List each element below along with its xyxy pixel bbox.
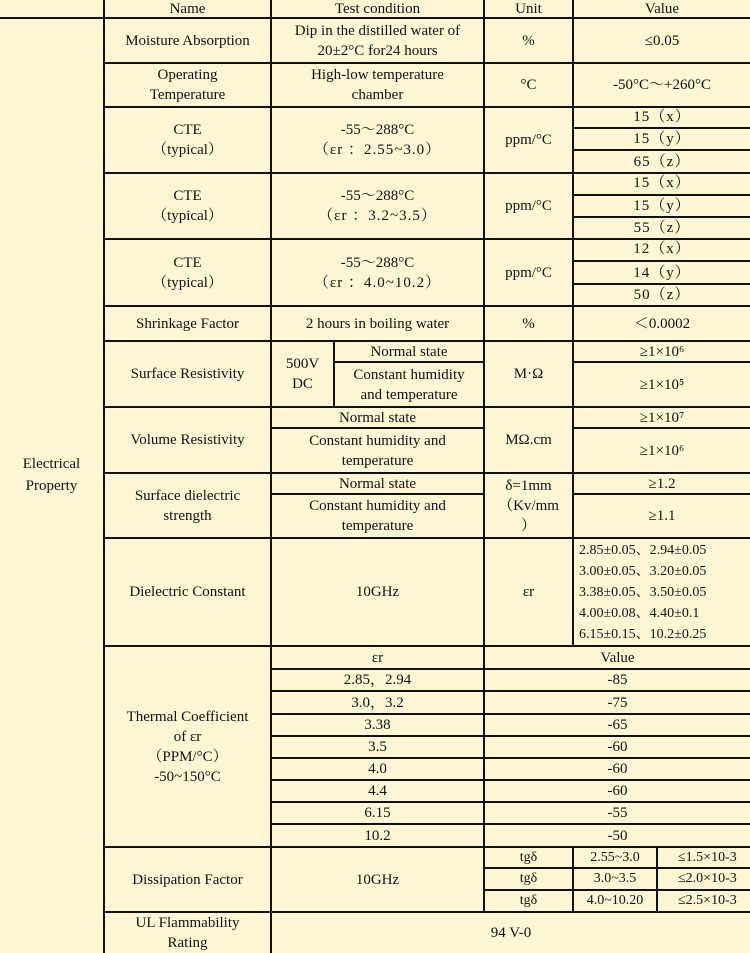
humid-line: and temperature [360,386,458,403]
cte-name-line: （typical） [152,208,223,224]
thermal-value: -85 [607,672,628,688]
surface-resistivity-voltage [272,342,333,406]
thermal-col-value: Value [600,649,635,666]
cte-value-x: 15（x） [633,175,691,191]
surface-dielectric-unit [485,474,572,537]
unit-line: ） [520,517,536,534]
surface-resistivity-value-2: ≥1×10⁵ [639,376,685,393]
cte-cond-line: （εr ：2.55~3.0） [313,142,442,158]
dissipation-unit: tgδ [519,893,538,908]
surface-resistivity-name: Surface Resistivity [130,366,245,382]
cte-name-line: CTE [173,188,202,204]
moisture-unit: % [522,32,535,49]
dissipation-unit: tgδ [519,871,538,886]
header-unit: Unit [515,0,542,17]
operating-unit: °C [520,77,537,93]
dielectric-value-line: 2.85±0.05、2.94±0.05 [579,542,707,558]
dissipation-condition: 10GHz [355,871,400,888]
cte-name-line: （typical） [152,274,223,291]
cte-value-y: 15（y） [633,131,691,147]
thermal-er: 4.0 [368,761,387,777]
cte-value-z: 50（z） [633,287,691,303]
voltage-line: 500V [285,356,320,372]
humid-line: Constant humidity and [309,498,446,514]
cte-value-z: 65（z） [633,153,691,170]
dielectric-constant-name: Dielectric Constant [129,584,246,600]
thermal-name-line: -50~150°C [154,768,221,785]
cte-name [105,240,270,305]
humid-line: Constant humidity [353,366,465,383]
surface-dielectric-normal: Normal state [338,475,417,492]
surface-resistivity-humid [335,363,483,406]
surface-resistivity-unit: M·Ω [513,366,544,382]
surface-resistivity-value-1: ≥1×10⁶ [639,343,685,360]
volume-resistivity-normal: Normal state [338,409,417,426]
dissipation-range: 3.0~3.5 [593,871,637,886]
dissipation-range: 2.55~3.0 [590,849,640,865]
dissipation-value: ≤2.5×10-3 [678,893,737,908]
operating-name-line: Temperature [149,87,226,103]
cte-unit: ppm/°C [505,198,552,214]
ul-name-line: Rating [167,935,208,951]
surface-resistivity-normal: Normal state [370,343,448,360]
cte-name [105,108,270,172]
cte-value-z: 55（z） [633,220,691,236]
shrinkage-unit: % [522,315,535,332]
moisture-name: Moisture Absorption [125,32,250,49]
unit-line: （Kv/mm [498,497,559,514]
dielectric-value-line: 6.15±0.15、10.2±0.25 [579,626,707,642]
cte-condition [272,174,483,238]
dissipation-unit: tgδ [519,849,538,865]
cte-condition [272,108,483,172]
cte-name-line: CTE [173,122,202,138]
thermal-value: -60 [607,739,628,755]
moisture-value: ≤0.05 [644,32,680,49]
humid-line: Constant humidity and [309,432,446,449]
thermal-er: 2.85，2.94 [343,672,412,688]
surface-dielectric-humid [272,495,483,537]
cte-value-y: 14（y） [633,264,691,281]
thermal-er: 6.15 [364,805,391,821]
thermal-er: 4.4 [368,783,387,799]
cte-value-x: 15（x） [633,108,691,125]
operating-cond-line: chamber [351,87,404,103]
unit-line: δ=1mm [505,477,552,494]
thermal-name-line: （PPM/°C） [147,748,228,765]
category-text: Electrical Property [22,456,81,494]
humid-line: temperature [341,518,414,534]
thermal-col-er: εr [371,649,384,666]
dielectric-value-line: 3.38±0.05、3.50±0.05 [579,584,707,600]
surface-dielectric-name [105,474,270,537]
category-label [0,445,103,505]
cte-cond-line: （εr ：3.2~3.5） [318,208,437,224]
operating-cond-line: High-low temperature [311,67,444,83]
dielectric-constant-values [574,539,750,645]
voltage-line: DC [292,376,313,392]
operating-value: -50°C～+260°C [613,77,711,93]
dissipation-range: 4.0~10.20 [586,893,644,908]
moisture-condition [272,19,483,62]
moisture-cond-line: 20±2°C for24 hours [317,42,438,59]
cte-cond-line: -55～288°C [340,188,415,204]
operating-name [105,64,270,106]
surface-dielectric-name-line: strength [163,507,212,524]
cte-cond-line: -55～288°C [340,254,415,271]
operating-condition [272,64,483,106]
cte-value-y: 15（y） [633,198,691,214]
dissipation-value: ≤1.5×10-3 [678,849,737,865]
shrinkage-value: ＜0.0002 [633,315,691,332]
thermal-name-line: of εr [173,728,202,745]
volume-resistivity-humid [272,429,483,472]
cte-name-line: （typical） [152,142,223,158]
dissipation-name: Dissipation Factor [132,871,243,888]
ul-flammability-name [105,913,270,953]
volume-resistivity-unit: MΩ.cm [505,432,552,448]
thermal-er: 3.5 [368,739,387,755]
shrinkage-condition: 2 hours in boiling water [305,315,450,332]
volume-resistivity-name: Volume Resistivity [130,432,245,448]
cte-unit: ppm/°C [505,264,552,281]
thermal-er: 10.2 [364,827,391,844]
dielectric-constant-condition: 10GHz [355,584,400,600]
surface-dielectric-name-line: Surface dielectric [134,487,241,504]
cte-condition [272,240,483,305]
dielectric-value-line: 4.00±0.08、4.40±0.1 [579,605,700,621]
thermal-value: -75 [607,694,628,711]
thermal-value: -50 [607,827,628,844]
cte-cond-line: -55～288°C [340,122,415,138]
header-test-condition: Test condition [334,0,421,17]
cte-unit: ppm/°C [505,132,552,148]
moisture-cond-line: Dip in the distilled water of [294,22,461,39]
dielectric-value-line: 3.00±0.05、3.20±0.05 [579,563,707,579]
thermal-value: -60 [607,761,628,777]
operating-name-line: Operating [157,67,218,83]
thermal-value: -60 [607,783,628,799]
cte-cond-line: （εr ：4.0~10.2） [313,274,442,291]
volume-resistivity-value-1: ≥1×10⁷ [639,409,685,426]
volume-resistivity-value-2: ≥1×10⁶ [639,442,685,459]
cte-value-x: 12（x） [633,241,691,257]
humid-line: temperature [341,452,414,469]
thermal-er: 3.38 [364,717,391,733]
ul-flammability-value: 94 V-0 [490,925,532,941]
shrinkage-name: Shrinkage Factor [136,315,239,332]
thermal-value: -55 [607,805,628,821]
cte-name [105,174,270,238]
surface-dielectric-value-2: ≥1.1 [648,508,676,524]
thermal-value: -65 [607,717,628,733]
ul-name-line: UL Flammability [135,915,240,931]
thermal-coefficient-name [105,647,270,846]
dissipation-value: ≤2.0×10-3 [678,871,737,886]
header-name: Name [169,0,206,17]
header-value: Value [644,0,680,17]
thermal-er: 3.0，3.2 [351,694,404,711]
surface-dielectric-value-1: ≥1.2 [648,475,676,492]
thermal-name-line: Thermal Coefficient [126,708,249,725]
dielectric-constant-unit: εr [522,584,535,600]
cte-name-line: CTE [173,254,202,271]
